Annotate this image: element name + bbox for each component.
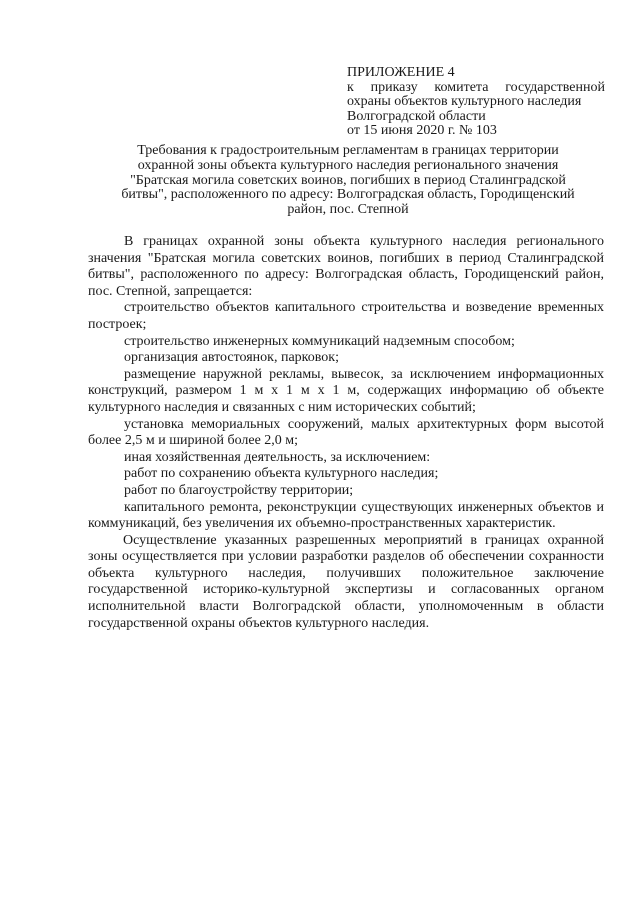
heading-line-1: Требования к градостроительным регламентам в границах территории	[137, 143, 559, 158]
appendix-line-4: от 15 июня 2020 г. № 103	[347, 123, 497, 138]
document-body	[88, 234, 604, 632]
closing-paragraph: Осуществление указанных разрешенных мероприятий в границах охранной зоны осуществляется при условии разработки разделов об обеспечении сохранности объекта культурного наследия, получивших положительное заключение государственной историко-культурной экспертизы и согласованных органом исполнительной власти Волгоградской области, уполномоченным в области государственной охраны объектов культурного наследия.	[88, 532, 604, 631]
appendix-line-1: к приказу комитета государственной	[347, 79, 605, 95]
list-item-1: строительство объектов капитального строительства и возведение временных построек;	[88, 300, 604, 332]
appendix-line-2: охраны объектов культурного наследия	[347, 94, 582, 109]
heading-line-4: битвы", расположенного по адресу: Волгоградская область, Городищенский	[121, 187, 575, 203]
list-item-8: работ по благоустройству территории;	[124, 482, 354, 498]
list-item-2: строительство инженерных коммуникаций надземным способом;	[124, 333, 515, 349]
list-item-5: установка мемориальных сооружений, малых архитектурных форм высотой более 2,5 м и шириной более 2,0 м;	[88, 416, 604, 449]
appendix-title: ПРИЛОЖЕНИЕ 4	[347, 65, 455, 80]
list-item-3: организация автостоянок, парковок;	[124, 350, 339, 366]
appendix-line-3: Волгоградской области	[347, 108, 486, 124]
heading-line-2: охранной зоны объекта культурного наследия регионального значения	[137, 157, 559, 173]
heading-line-3: "Братская могила советских воинов, погибших в период Сталинградской	[130, 172, 566, 188]
heading-line-5: район, пос. Степной	[287, 202, 409, 218]
intro-paragraph: В границах охранной зоны объекта культурного наследия регионального значения "Братская могила советских воинов, погибших в период Сталинградской битвы", расположенного по адресу: Волгоградская область, Городищенский район, пос. Степной, запрещается:	[88, 234, 604, 299]
list-item-9: капитального ремонта, реконструкции существующих инженерных объектов и коммуникаций, без увеличения их объемно-пространственных характеристик.	[88, 499, 604, 532]
list-item-4: размещение наружной рекламы, вывесок, за исключением информационных конструкций, размером 1 м х 1 м х 1 м, содержащих информацию об объекте культурного наследия и связанных с ним исторических событий;	[88, 366, 604, 415]
list-item-6: иная хозяйственная деятельность, за исключением:	[124, 449, 431, 465]
document-heading	[88, 144, 608, 218]
list-item-7: работ по сохранению объекта культурного наследия;	[124, 466, 439, 482]
appendix-block	[347, 66, 607, 139]
